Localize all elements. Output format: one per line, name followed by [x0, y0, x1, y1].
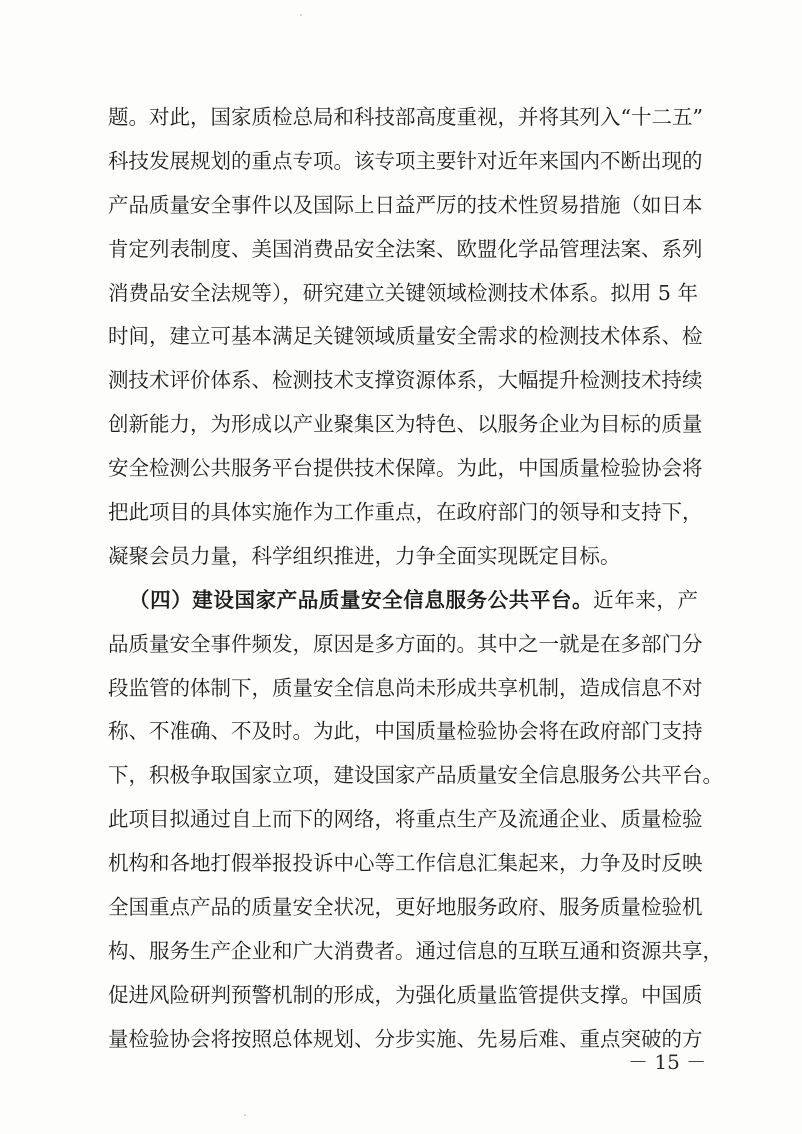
text-line: 肯定列表制度、美国消费品安全法案、欧盟化学品管理法案、系列 [108, 236, 703, 261]
text-line: 凝聚会员力量，科学组织推进，力争全面实现既定目标。 [108, 543, 621, 568]
text-line: 此项目拟通过自上而下的网络，将重点生产及流通企业、质量检验 [108, 807, 703, 832]
text-line: 量检验协会将按照总体规划、分步实施、先易后难、重点突破的方 [108, 1026, 703, 1051]
text-line: 题。对此，国家质检总局和科技部高度重视，并将其列入“十二五” [108, 105, 703, 129]
text-line: 称、不准确、不及时。为此，中国质量检验协会将在政府部门支持 [108, 719, 703, 744]
section-heading: （四）建设国家产品质量安全信息服务公共平台。 [129, 587, 594, 612]
text-line: 创新能力，为形成以产业聚集区为特色、以服务企业为目标的质量 [108, 412, 703, 437]
scan-speck [300, 14, 302, 16]
text-line: 科技发展规划的重点专项。该专项主要针对近年来国内不断出现的 [108, 148, 703, 173]
text-line: 安全检测公共服务平台提供技术保障。为此，中国质量检验协会将 [108, 456, 703, 481]
text-line: 消费品安全法规等），研究建立关键领域检测技术体系。拟用 5 年 [108, 280, 698, 305]
text-line: 把此项目的具体实施作为工作重点，在政府部门的领导和支持下， [108, 500, 703, 525]
text-line: 段监管的体制下，质量安全信息尚未形成共享机制，造成信息不对 [108, 675, 703, 700]
scan-speck [244, 1114, 246, 1116]
text-line: 时间，建立可基本满足关键领域质量安全需求的检测技术体系、检 [108, 324, 703, 349]
text-line: 产品质量安全事件以及国际上日益严厉的技术性贸易措施（如日本 [108, 192, 703, 217]
section-heading-line [108, 579, 698, 623]
text-line: 构、服务生产企业和广大消费者。通过信息的互联互通和资源共享， [108, 938, 723, 963]
text-line: 机构和各地打假举报投诉中心等工作信息汇集起来，力争及时反映 [108, 851, 703, 876]
text-line: 测技术评价体系、检测技术支撑资源体系，大幅提升检测技术持续 [108, 368, 703, 393]
text-line: 全国重点产品的质量安全状况，更好地服务政府、服务质量检验机 [108, 895, 703, 920]
page-number: － 15 － [628, 1050, 707, 1074]
text-line: 品质量安全事件频发，原因是多方面的。其中之一就是在多部门分 [108, 631, 703, 656]
section-heading-rest: 近年来，产 [593, 587, 699, 612]
text-line: 下，积极争取国家立项，建设国家产品质量安全信息服务公共平台。 [108, 763, 723, 788]
text-line: 促进风险研判预警机制的形成，为强化质量监管提供支撑。中国质 [108, 982, 703, 1007]
